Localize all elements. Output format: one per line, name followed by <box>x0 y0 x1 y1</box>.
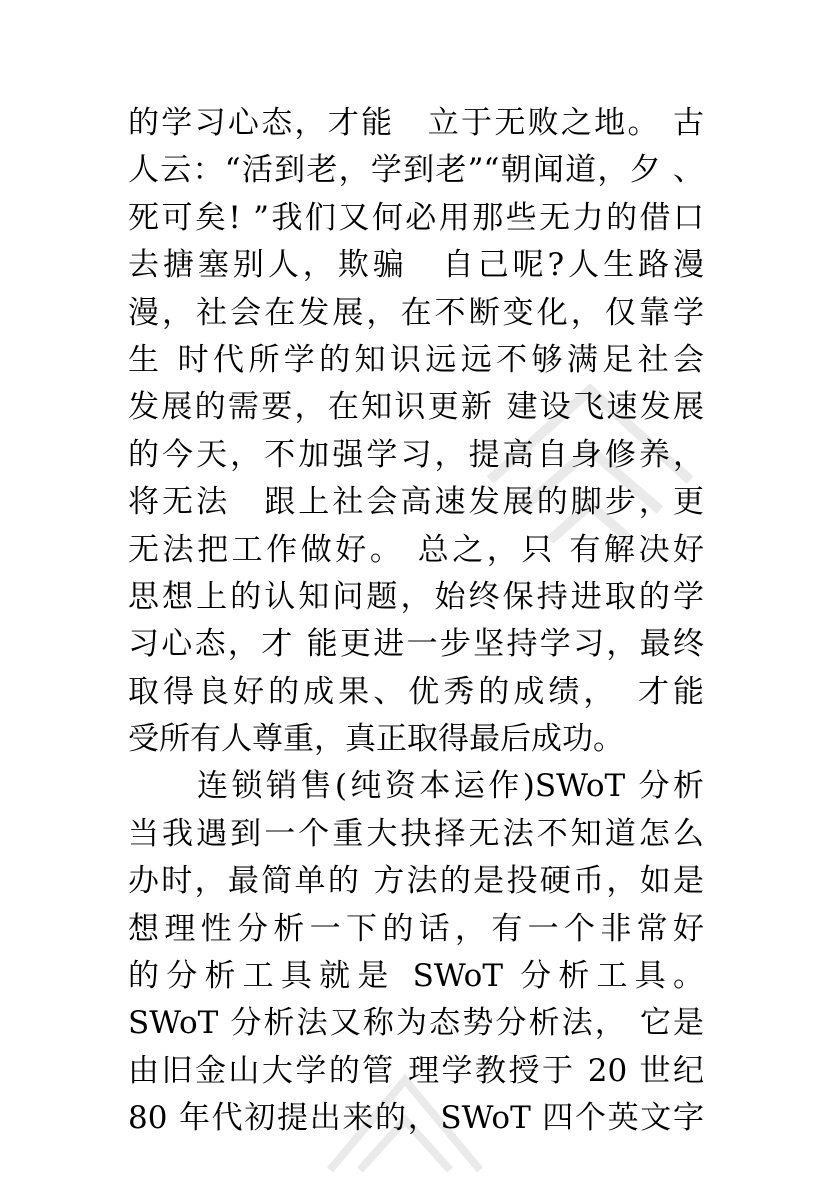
text-line: SWoT 分析法又称为态势分析法， 它是 <box>128 1005 704 1042</box>
text-line: 办时，最简单的 方法的是投硬币，如是 <box>128 863 704 900</box>
text-line: 习心态，才 能更进一步坚持学习，最终 <box>128 626 704 663</box>
text-line: 80 年代初提出来的，SWoT 四个英文字 <box>128 1100 704 1137</box>
text-line: 生 时代所学的知识远远不够满足社会 <box>128 341 704 378</box>
text-line: 由旧金山大学的管 理学教授于 20 世纪 <box>128 1052 704 1089</box>
text-line: 无法把工作做好。 总之，只 有解决好 <box>128 531 704 568</box>
text-line: 取得良好的成果、优秀的成绩， 才能 <box>128 673 704 710</box>
text-line: 死可矣! ”我们又何必用那些无力的借口 <box>128 199 704 236</box>
text-line: 受所有人尊重，真正取得最后成功。 <box>128 721 624 758</box>
text-line: 的分析工具就是 SWoT 分析工具。 <box>128 958 704 995</box>
text-line: 将无法 跟上社会高速发展的脚步，更 <box>128 484 704 521</box>
text-line: 去搪塞别人，欺骗 自己呢?人生路漫 <box>128 247 704 284</box>
text-line: 人云：“活到老，学到老”“朝闻道，夕 、 <box>128 152 704 189</box>
text-line: 想理性分析一下的话，有一个非常好 <box>128 910 704 947</box>
document-body <box>128 100 704 1143</box>
text-line: 当我遇到一个重大抉择无法不知道怎么 <box>128 815 704 852</box>
text-line: 的今天，不加强学习，提高自身修养， <box>128 436 704 473</box>
text-line: 的学习心态，才能 立于无败之地。 古 <box>128 105 704 141</box>
text-line: 漫，社会在发展，在不断变化，仅靠学 <box>128 294 704 331</box>
text-line: 发展的需要，在知识更新 建设飞速发展 <box>128 389 704 426</box>
text-line: 思想上的认知问题，始终保持进取的学 <box>128 578 704 615</box>
text-line: 连锁销售(纯资本运作)SWoT 分析 <box>128 768 704 805</box>
